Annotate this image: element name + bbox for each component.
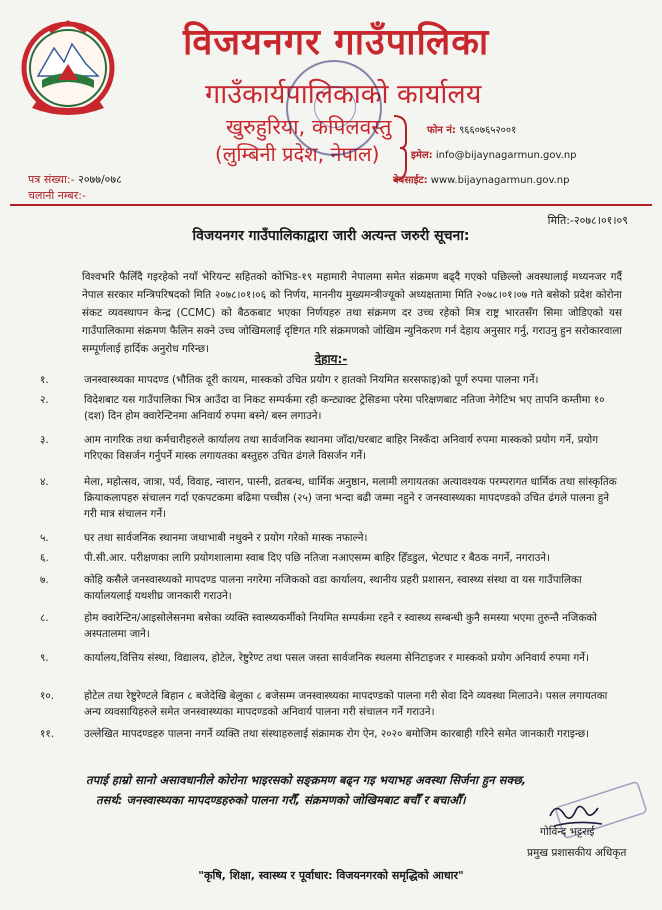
- list-item-number: १.: [40, 374, 49, 386]
- district-address: खुरुहुरिया, कपिलवस्तु: [226, 115, 392, 139]
- list-item: [40, 392, 625, 424]
- province-address: (लुम्बिनी प्रदेश, नेपाल): [215, 142, 380, 166]
- phone-number: ९६६०७६५२००१: [459, 125, 517, 136]
- list-item-text: होम क्वारेन्टिन/आइसोलेसनमा बसेका व्यक्ति स्वास्थ्यकर्मीको नियमित सम्पर्कमा रहने र स्वास्थ्य सम्बन्धी कुनै समस्या भएमा तुरुन्तै नजिकको अस्पतालमा जाने।: [84, 612, 597, 640]
- list-item: [40, 432, 625, 464]
- list-item-number: ४.: [40, 476, 49, 488]
- dispatch-number-label: चलानी नम्बर:-: [28, 189, 86, 202]
- signer-designation: प्रमुख प्रशासकीय अधिकृत: [527, 847, 627, 859]
- closing-line-2: तसर्थ: जनस्वास्थ्यका मापदण्डहरुको पालना गरौँ, संक्रमणको जोखिमबाट बचौँ र बचाऔँ।: [96, 793, 466, 807]
- email-address[interactable]: info@bijaynagarmun.gov.np: [435, 150, 577, 161]
- list-item-text: उल्लेखित मापदण्डहरु पालना नगर्ने व्यक्ति तथा संस्थाहरुलाई संक्रामक रोग ऐन, २०२० बमोजिम कारबाही गरिने समेत जानकारी गराइन्छ।: [84, 728, 590, 740]
- nepal-emblem-icon: [20, 18, 116, 124]
- website-line: [393, 172, 569, 186]
- list-item: [40, 572, 625, 604]
- municipality-title: विजयनगर गाउँपालिका: [183, 22, 490, 63]
- list-item-number: ६.: [40, 552, 49, 564]
- list-item-number: २.: [40, 394, 49, 406]
- notice-date: मिति:-२०७८।०१।०९: [547, 214, 628, 227]
- list-item-text: विदेशबाट यस गाउँपालिका भित्र आउँदा वा निकट सम्पर्कमा रही कन्ट्याक्ट ट्रेसिङमा परेमा परिक्षणबाट नतिजा नेगेटिभ भए तापनि कम्तीमा १० (दश) दिन होम क्वारेन्टिनमा अनिवार्य रुपमा बस्ने/ बस्न लगाउने।: [84, 394, 605, 422]
- list-item-number: ८.: [40, 612, 49, 624]
- list-item-text: कार्यालय,वित्तिय संस्था, विद्यालय, होटेल, रेष्टुरेण्ट तथा पसल जस्ता सार्वजनिक स्थलमा सेनिटाइजर र मास्कको प्रयोग अनिवार्य रुपमा गर्ने।: [84, 652, 589, 664]
- list-item: [40, 610, 625, 642]
- list-item-number: ५.: [40, 532, 49, 544]
- notice-title: विजयनगर गाउँपालिकाद्वारा जारी अत्यन्त जरुरी सूचना:: [192, 228, 470, 244]
- list-item-text: कोहि कसैले जनस्वास्थ्यको मापदण्ड पालना नगरेमा नजिकको वडा कार्यालय, स्थानीय प्रहरी प्रशासन, स्वास्थ्य संस्था वा यस गाउँपालिका कार्यालयलाई यथशीघ्र जानकारी गराउने।: [84, 574, 582, 602]
- list-item: [40, 688, 625, 720]
- list-item-text: होटेल तथा रेष्टुरेण्टले बिहान ८ बजेदेखि बेलुका ८ बजेसम्म जनस्वास्थ्यका मापदण्डको पालना गरी सेवा दिने व्यवस्था मिलाउने। पसल लगायतका अन्य व्यवसायिहरुले समेत जनस्वास्थ्यका मापदण्डको अनिवार्य पालना गरी संचालन गर्ने गराउने।: [84, 690, 608, 718]
- office-name: गाउँकार्यपालिकाको कार्यालय: [205, 79, 482, 110]
- list-item: [40, 474, 625, 522]
- list-item-number: ११.: [40, 728, 55, 740]
- list-item-text: घर तथा सार्वजनिक स्थानमा जथाभाबी नथुक्ने र प्रयोग गरेको मास्क नफाल्ने।: [84, 532, 368, 544]
- list-item: [40, 726, 625, 742]
- footer-slogan: "कृषि, शिक्षा, स्वास्थ्य र पूर्वाधार: विजयनगरको समृद्धिको आधार": [198, 869, 464, 882]
- phone-label: फोन नं:: [427, 125, 456, 136]
- list-item-text: मेला, महोत्सव, जात्रा, पर्व, विवाह, न्वारान, पास्नी, व्रतबन्ध, धार्मिक अनुष्ठान, मलामी लगायतका अत्यावश्यक परम्परागत धार्मिक तथा सांस्कृतिक क्रियाकलापहरु संचालन गर्दा एकपटकमा बढिमा पच्चीस (२५) जना भन्दा बढी जम्मा नहुने र जनस्वास्थ्यका मापदण्डको उचित ढंगले पालना हुने गरी मात्र संचालन गर्ने।: [84, 476, 617, 520]
- letter-number-line: [28, 172, 122, 187]
- notice-subheading: देहाय:-: [314, 352, 348, 366]
- list-item-text: आम नागरिक तथा कर्मचारीहरुले कार्यालय तथा सार्वजनिक स्थानमा जाँदा/घरबाट बाहिर निस्कँदा अनिवार्य रुपमा मास्कको प्रयोग गर्ने, प्रयोग गरिएका विसर्जन गर्नुपर्ने मास्क लगायतका बस्तुहरु उचित ढंगले विसर्जन गर्ने।: [84, 434, 599, 462]
- list-item: [40, 650, 625, 666]
- list-item-number: १०.: [40, 690, 55, 702]
- list-item: [40, 372, 625, 388]
- list-item: [40, 530, 625, 546]
- list-item-number: ७.: [40, 574, 49, 586]
- list-item-text: पी.सी.आर. परीक्षणका लागि प्रयोगशालामा स्वाब दिए पछि नतिजा नआएसम्म बाहिर हिँडडुल, भेटघाट र बैठक नगर्ने, नगराउने।: [84, 552, 550, 564]
- signer-name: गोविन्द भट्टराई: [540, 826, 595, 838]
- list-item-number: ९.: [40, 652, 49, 664]
- phone-line: [427, 122, 516, 136]
- list-item-text: जनस्वास्थ्यका मापदण्ड (भौतिक दूरी कायम, मास्कको उचित प्रयोग र हातको नियमित सरसफाइ)को पूर्ण रुपमा पालना गर्ने।: [84, 374, 539, 386]
- website-label: वेबसाईट:: [393, 175, 428, 186]
- notice-intro: विश्वभरि फैलिँदै गइरहेको नयाँ भेरियन्ट सहितको कोभिड-१९ महामारी नेपालमा समेत संक्रमण बढ्दै गएको पछिल्लो अवस्थालाई मध्यनजर गर्दै नेपाल सरकार मन्त्रिपरिषदको मिति २०७८।०१।०६ को निर्णय, माननीय मुख्यमन्त्रीज्यूको अध्यक्षतामा मिति २०७८।०१।०७ गते बसेको प्रदेश कोरोना संकट व्यवस्थापन केन्द्र (CCMC) को बैठकबाट भएका निर्णयहरु तथा संक्रमण दर उच्च रहेको मित्र राष्ट्र भारतसँग सिमा जोडिएको यस गाउँपालिकामा संक्रमण फैलिन सक्ने उच्च जोखिमलाई दृष्टिगत गरि संक्रमणको जोखिम न्युनिकरण गर्न देहाय अनुसार गर्नु, गराउनु हुन सरोकारवाला सम्पूर्णलाई हार्दिक अनुरोध गरिन्छ।: [82, 271, 622, 355]
- list-item-number: ३.: [40, 434, 49, 446]
- list-item: [40, 550, 625, 566]
- closing-line-1: तपाई हाम्रो सानो असावधानीले कोरोना भाइरसको सङ्क्रमण बढ्न गइ भयाभह अवस्था सिर्जना हुन सक्छ,: [86, 773, 527, 787]
- letter-number-label: पत्र संख्या:-: [28, 173, 75, 186]
- letter-number-value: २०७७/०७८: [78, 173, 122, 186]
- email-line: [411, 147, 577, 161]
- header-divider: [10, 204, 652, 206]
- office-seal-stamp: [286, 60, 382, 156]
- email-label: इमेल:: [411, 150, 433, 161]
- website-url[interactable]: www.bijaynagarmun.gov.np: [430, 175, 570, 186]
